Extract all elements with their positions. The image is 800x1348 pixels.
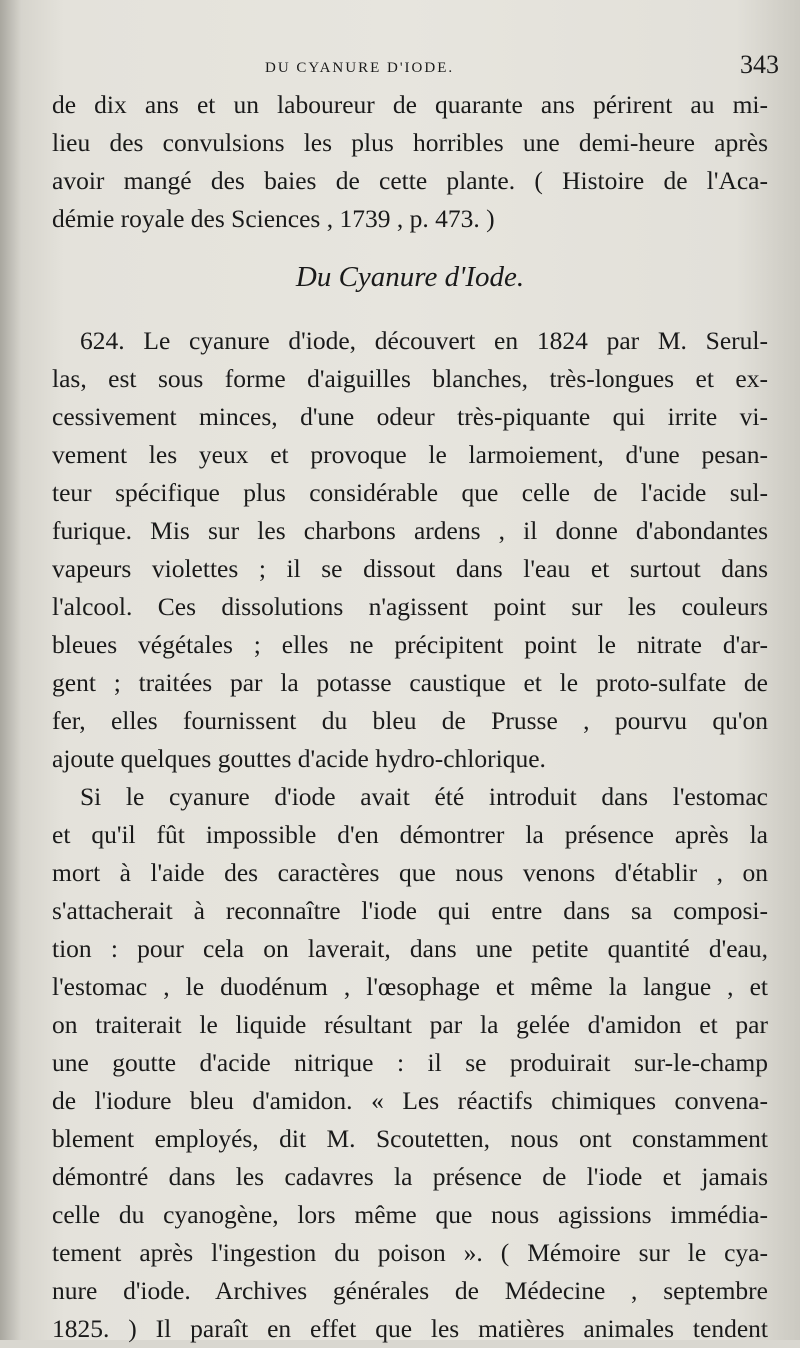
- intro-paragraph: [52, 86, 768, 238]
- text-line: cessivement minces, d'une odeur très-piquante qui irrite vi-: [52, 402, 768, 431]
- text-line: vement les yeux et provoque le larmoiement, d'une pesan-: [52, 440, 768, 469]
- text-line: blement employés, dit M. Scoutetten, nous ont constamment: [52, 1124, 768, 1153]
- text-line: nure d'iode. Archives générales de Médecine , septembre: [52, 1276, 768, 1305]
- running-head: DU CYANURE D'IODE.: [265, 60, 455, 76]
- text-line: une goutte d'acide nitrique : il se produirait sur-le-champ: [52, 1048, 768, 1077]
- text-line: mort à l'aide des caractères que nous venons d'établir , on: [52, 858, 768, 887]
- text-line: Si le cyanure d'iode avait été introduit dans l'estomac: [80, 782, 768, 811]
- text-line: on traiterait le liquide résultant par la gelée d'amidon et par: [52, 1010, 768, 1039]
- section-title: Du Cyanure d'Iode.: [295, 261, 525, 293]
- text-line: furique. Mis sur les charbons ardens , il donne d'abondantes: [52, 516, 768, 545]
- page-number: 343: [740, 50, 779, 79]
- body-text: [52, 86, 768, 1348]
- text-line: teur spécifique plus considérable que celle de l'acide sul-: [52, 478, 768, 507]
- page-gutter-shadow: [0, 0, 22, 1340]
- text-line: las, est sous forme d'aiguilles blanches, très-longues et ex-: [52, 364, 768, 393]
- text-line: 1825. ) Il paraît en effet que les matières animales tendent: [52, 1314, 768, 1343]
- text-line: de l'iodure bleu d'amidon. « Les réactifs chimiques convena-: [52, 1086, 768, 1115]
- text-line: avoir mangé des baies de cette plante. ( Histoire de l'Aca-: [52, 166, 768, 195]
- text-line: démontré dans les cadavres la présence de l'iode et jamais: [52, 1162, 768, 1191]
- text-line: 624. Le cyanure d'iode, découvert en 1824 par M. Serul-: [80, 326, 768, 355]
- text-line: tement après l'ingestion du poison ». ( Mémoire sur le cya-: [52, 1238, 768, 1267]
- text-line: s'attacherait à reconnaître l'iode qui entre dans sa composi-: [52, 896, 768, 925]
- text-line: ajoute quelques gouttes d'acide hydro-chlorique.: [52, 744, 546, 773]
- text-line: l'alcool. Ces dissolutions n'agissent point sur les couleurs: [52, 592, 768, 621]
- text-line: tion : pour cela on laverait, dans une petite quantité d'eau,: [52, 934, 768, 963]
- text-line: celle du cyanogène, lors même que nous agissions immédia-: [52, 1200, 768, 1229]
- text-line: vapeurs violettes ; il se dissout dans l'eau et surtout dans: [52, 554, 768, 583]
- text-line: lieu des convulsions les plus horribles une demi-heure après: [52, 128, 768, 157]
- text-line: fer, elles fournissent du bleu de Prusse , pourvu qu'on: [52, 706, 768, 735]
- paragraph-624: [52, 322, 768, 778]
- text-line: de dix ans et un laboureur de quarante ans périrent au mi-: [52, 90, 768, 119]
- text-line: démie royale des Sciences , 1739 , p. 473. ): [52, 204, 495, 233]
- text-line: bleues végétales ; elles ne précipitent point le nitrate d'ar-: [52, 630, 768, 659]
- text-line: et qu'il fût impossible d'en démontrer la présence après la: [52, 820, 768, 849]
- paragraph-cyanure-estomac: [52, 778, 768, 1348]
- text-line: gent ; traitées par la potasse caustique et le proto-sulfate de: [52, 668, 768, 697]
- text-line: l'estomac , le duodénum , l'œsophage et même la langue , et: [52, 972, 768, 1001]
